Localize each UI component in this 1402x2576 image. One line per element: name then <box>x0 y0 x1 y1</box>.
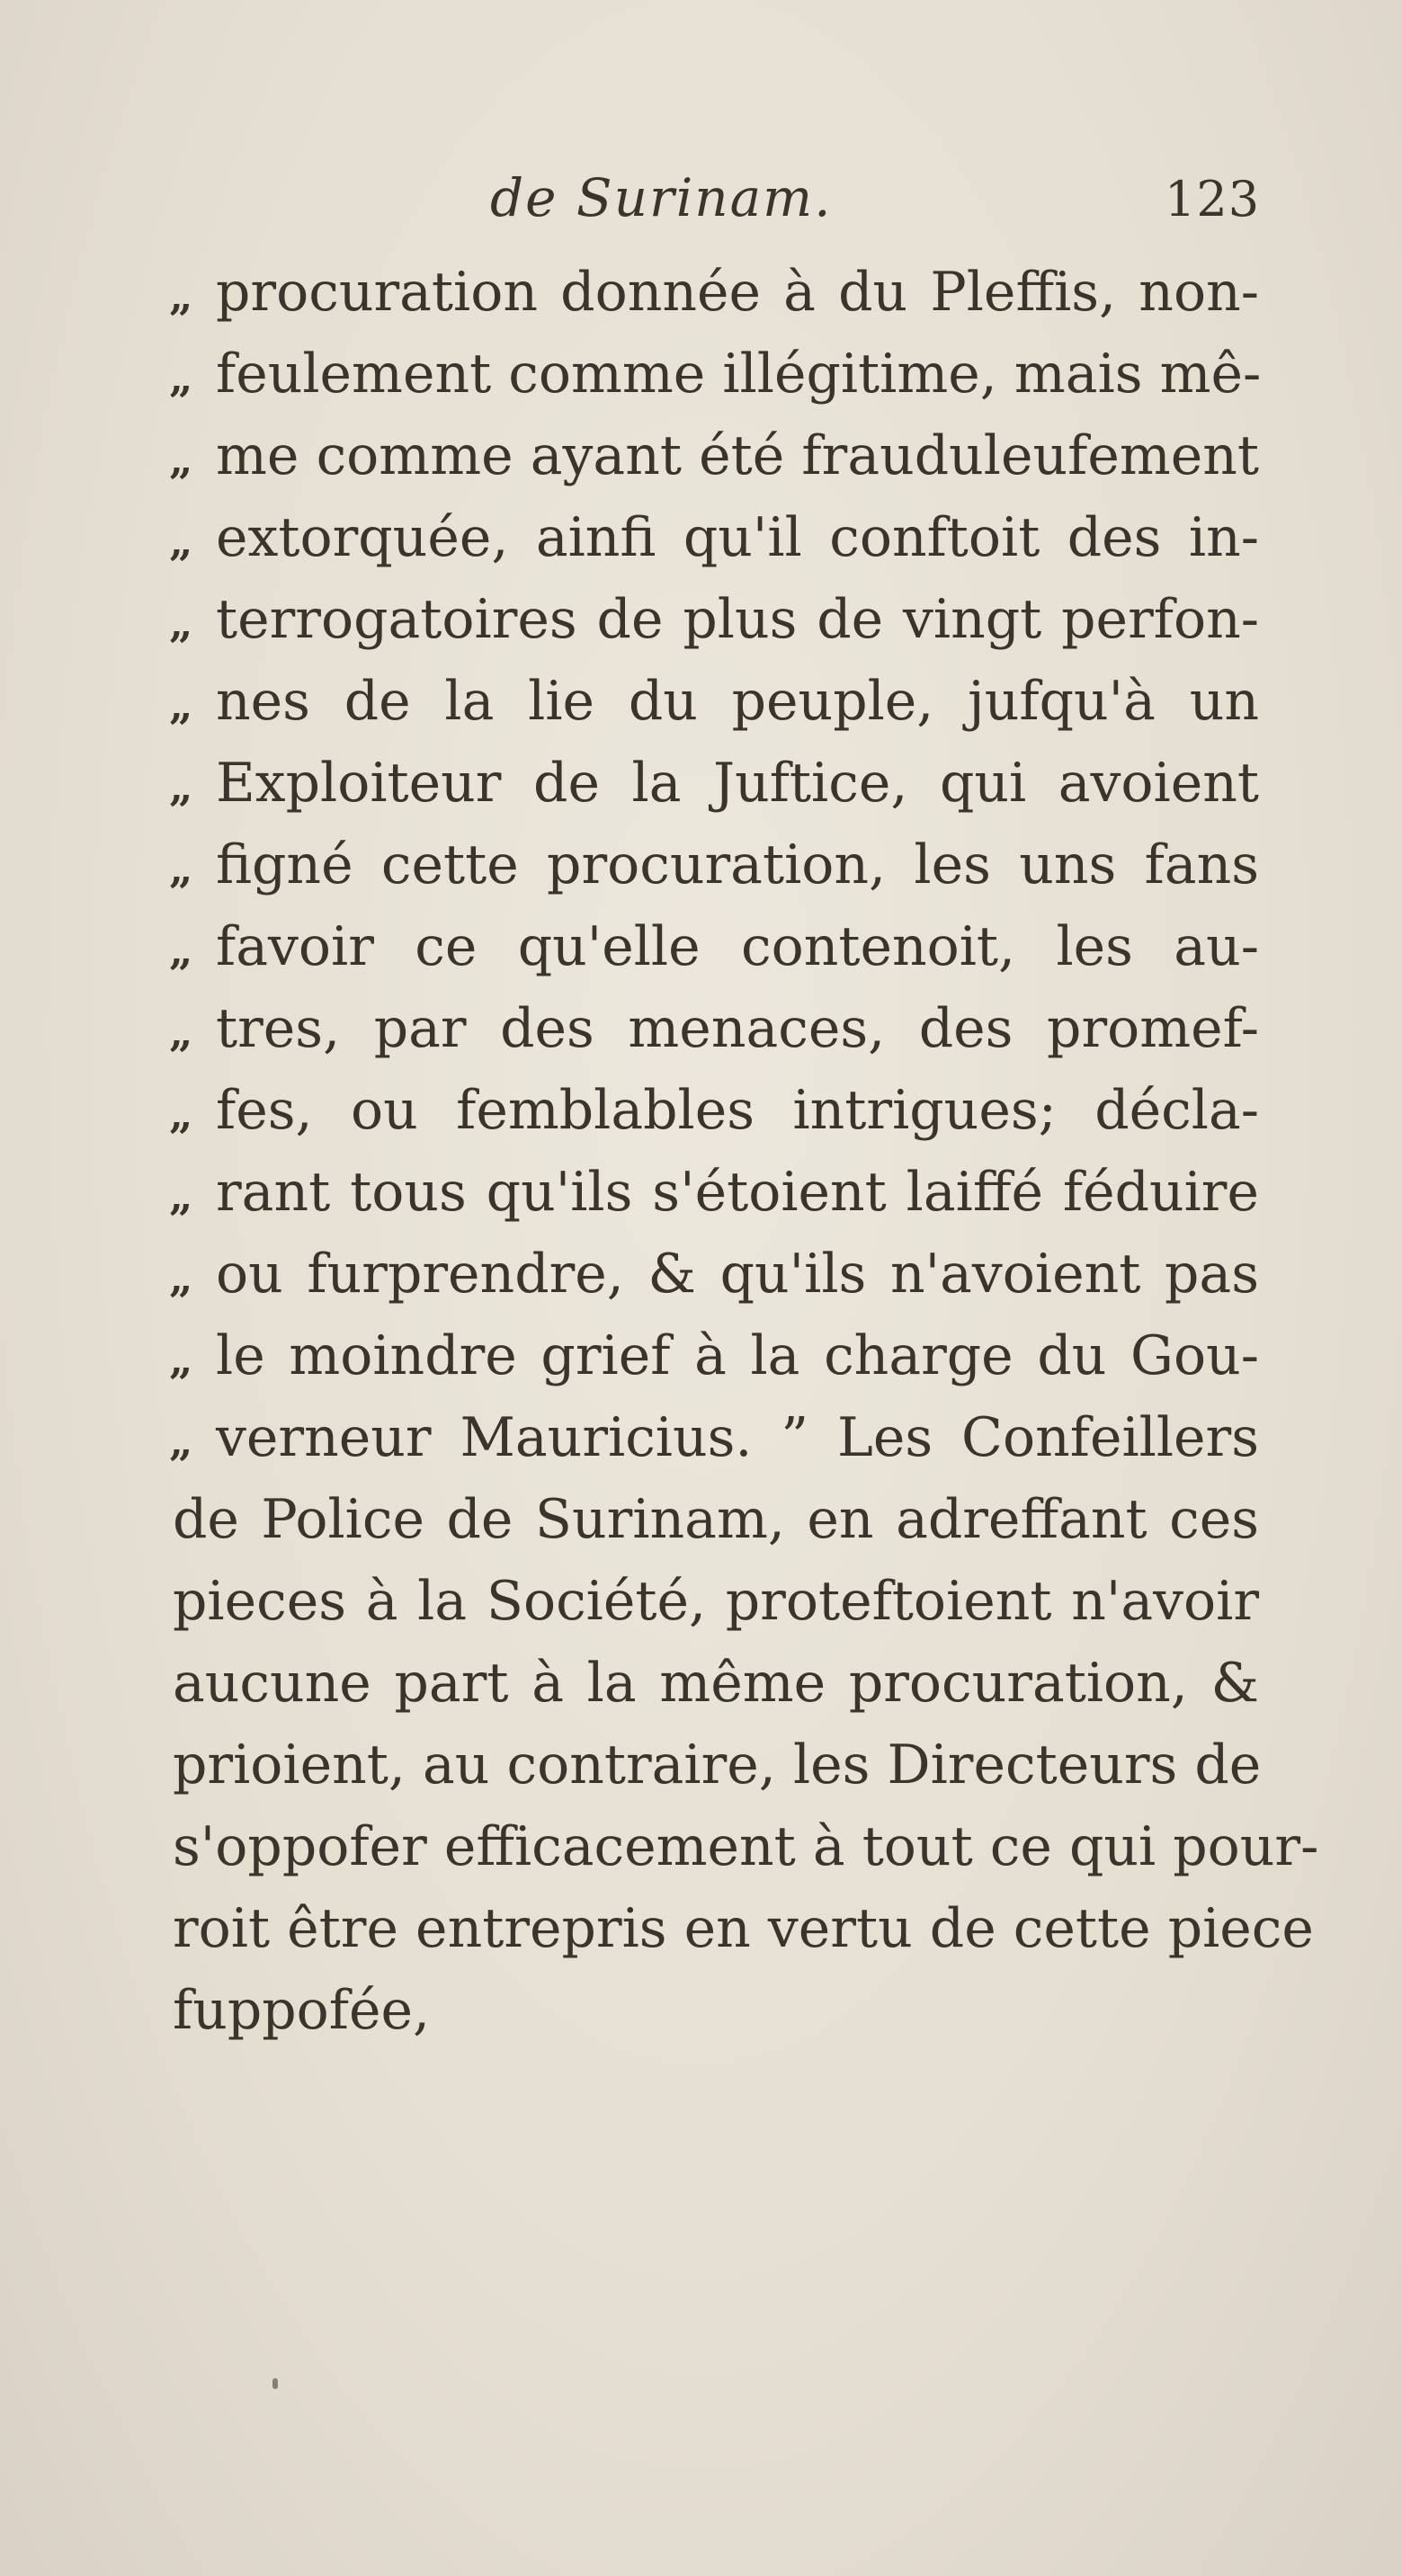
line-text: rant tous qu'ils s'étoient laiffé féduire <box>216 1161 1259 1224</box>
text-line <box>0 1806 1402 1888</box>
line-text: feulement comme illégitime, mais mê- <box>216 343 1262 406</box>
quote-mark: „ <box>169 844 190 893</box>
text-line <box>0 579 1402 661</box>
line-text: extorquée, ainfi qu'il conftoit des in- <box>216 506 1259 569</box>
quote-mark: „ <box>169 1253 190 1302</box>
quote-mark: „ <box>169 1090 190 1138</box>
text-line <box>0 1234 1402 1315</box>
body-text <box>0 252 1402 2052</box>
quote-mark: „ <box>169 353 190 402</box>
line-text: de Police de Surinam, en adreffant ces <box>173 1488 1259 1551</box>
text-line <box>0 252 1402 334</box>
quote-mark: „ <box>169 1172 190 1220</box>
text-line <box>0 1479 1402 1561</box>
line-text: aucune part à la même procuration, & <box>173 1652 1259 1715</box>
text-line <box>0 415 1402 497</box>
line-text: le moindre grief à la charge du Gou- <box>216 1324 1259 1387</box>
text-line <box>0 1643 1402 1725</box>
quote-mark: „ <box>169 517 190 566</box>
text-line <box>0 1561 1402 1643</box>
text-line <box>0 988 1402 1070</box>
text-line <box>0 334 1402 415</box>
text-line <box>0 743 1402 824</box>
running-title: de Surinam. <box>490 167 833 228</box>
line-text: procuration donnée à du Pleffis, non- <box>216 261 1259 324</box>
text-line <box>0 661 1402 743</box>
quote-mark: „ <box>169 1008 190 1056</box>
line-text: favoir ce qu'elle contenoit, les au- <box>216 915 1259 978</box>
quote-mark: „ <box>169 1335 190 1384</box>
quote-mark: „ <box>169 926 190 975</box>
line-text: fuppofée, <box>173 1979 431 2042</box>
line-text: nes de la lie du peuple, jufqu'à un <box>216 670 1259 733</box>
text-line <box>0 1397 1402 1479</box>
text-line <box>0 824 1402 906</box>
page-number: 123 <box>1165 171 1261 227</box>
text-line <box>0 1970 1402 2052</box>
quote-mark: „ <box>169 1417 190 1466</box>
quote-mark: „ <box>169 599 190 647</box>
line-text: roit être entrepris en vertu de cette piece <box>173 1897 1314 1960</box>
line-text: Exploiteur de la Juftice, qui avoient <box>216 752 1259 815</box>
line-text: terrogatoires de plus de vingt perfon- <box>216 588 1259 651</box>
line-text: pieces à la Société, proteftoient n'avoir <box>173 1570 1259 1633</box>
line-text: figné cette procuration, les uns fans <box>216 833 1259 896</box>
text-line <box>0 497 1402 579</box>
line-text: prioient, au contraire, les Directeurs de <box>173 1734 1262 1796</box>
line-text: me comme ayant été frauduleufement <box>216 424 1259 487</box>
quote-mark: „ <box>169 435 190 484</box>
line-text: fes, ou femblables intrigues; décla- <box>216 1079 1259 1142</box>
quote-mark: „ <box>169 681 190 729</box>
line-text: ou furprendre, & qu'ils n'avoient pas <box>216 1243 1259 1306</box>
line-text: tres, par des menaces, des promef- <box>216 997 1259 1060</box>
text-line <box>0 1888 1402 1970</box>
line-text: s'oppofer efficacement à tout ce qui pour- <box>173 1815 1319 1878</box>
text-line <box>0 906 1402 988</box>
ink-speck <box>272 2378 278 2389</box>
line-text: verneur Mauricius. ” Les Confeillers <box>216 1406 1259 1469</box>
text-line <box>0 1725 1402 1806</box>
page-header <box>0 167 1402 239</box>
quote-mark: „ <box>169 272 190 320</box>
text-line <box>0 1070 1402 1152</box>
text-line <box>0 1152 1402 1234</box>
text-line <box>0 1315 1402 1397</box>
quote-mark: „ <box>169 762 190 811</box>
